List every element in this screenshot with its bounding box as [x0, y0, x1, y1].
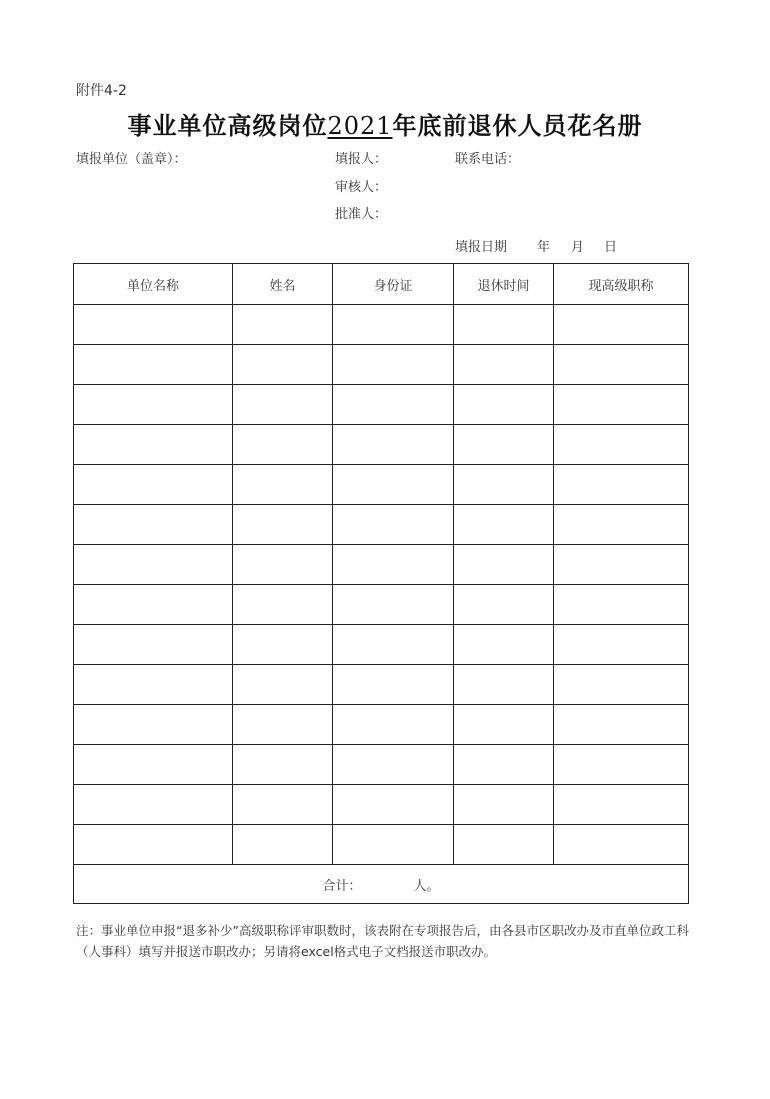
table-cell [233, 745, 333, 785]
table-cell [554, 305, 689, 345]
table-row [74, 785, 689, 825]
table-cell [74, 745, 233, 785]
table-cell [454, 665, 554, 705]
table-cell [333, 745, 454, 785]
table-row [74, 505, 689, 545]
table-cell [554, 425, 689, 465]
table-cell [554, 625, 689, 665]
table-row [74, 305, 689, 345]
table-cell [233, 345, 333, 385]
date-day-label: 日 [604, 240, 618, 255]
total-cell [74, 865, 689, 904]
table-cell [333, 825, 454, 865]
table-cell [74, 825, 233, 865]
total-text [322, 879, 439, 894]
table-cell [74, 625, 233, 665]
table-header-row [74, 264, 689, 305]
table-cell [333, 465, 454, 505]
table-cell [554, 785, 689, 825]
table-cell [74, 705, 233, 745]
table-cell [74, 465, 233, 505]
table-cell [454, 505, 554, 545]
table-cell [333, 505, 454, 545]
contact-phone-label: 联系电话： [455, 152, 521, 167]
table-cell [454, 825, 554, 865]
table-cell [554, 545, 689, 585]
total-unit: 人。 [413, 878, 440, 894]
date-year-label: 年 [537, 240, 551, 255]
table-cell [333, 625, 454, 665]
table-cell [74, 505, 233, 545]
table-cell [454, 545, 554, 585]
table-cell [454, 705, 554, 745]
table-cell [554, 745, 689, 785]
fill-date-label: 填报日期 [455, 240, 508, 255]
footnote: 注：事业单位申报“退多补少”高级职称评审职数时，该表附在专项报告后，由各县市区职改办及市直单位政工科（人事科）填写并报送市职改办；另请将excel格式电子文档报送市职改办。 [76, 923, 689, 959]
table-cell [554, 585, 689, 625]
table-cell [233, 545, 333, 585]
table-cell [333, 385, 454, 425]
table-cell [454, 305, 554, 345]
header-senior-title: 现高级职称 [554, 264, 689, 305]
table-cell [333, 705, 454, 745]
table-cell [454, 465, 554, 505]
header-retire-time: 退休时间 [454, 264, 554, 305]
table-cell [233, 465, 333, 505]
table-cell [333, 305, 454, 345]
table-row [74, 625, 689, 665]
table-cell [454, 625, 554, 665]
table-cell [333, 545, 454, 585]
table-cell [554, 345, 689, 385]
total-row [74, 865, 689, 904]
table-cell [233, 665, 333, 705]
unit-seal-label: 填报单位（盖章）： [76, 152, 187, 167]
table-cell [554, 505, 689, 545]
table-cell [333, 345, 454, 385]
table-cell [454, 425, 554, 465]
table-cell [333, 785, 454, 825]
table-cell [74, 305, 233, 345]
header-id-card: 身份证 [333, 264, 454, 305]
table-cell [233, 785, 333, 825]
table-cell [74, 345, 233, 385]
table-row [74, 385, 689, 425]
table-cell [454, 385, 554, 425]
table-cell [554, 705, 689, 745]
page-title [0, 106, 770, 141]
attachment-label: 附件4-2 [76, 83, 127, 99]
table-cell [333, 425, 454, 465]
table-cell [233, 305, 333, 345]
filler-label: 填报人： [335, 152, 388, 167]
header-name: 姓名 [233, 264, 333, 305]
table-cell [454, 785, 554, 825]
table-cell [233, 825, 333, 865]
table-cell [233, 505, 333, 545]
total-label: 合计： [322, 878, 362, 894]
table-cell [554, 665, 689, 705]
table-cell [74, 785, 233, 825]
table-row [74, 585, 689, 625]
table-cell [233, 425, 333, 465]
table-cell [454, 745, 554, 785]
table-row [74, 465, 689, 505]
table-row [74, 705, 689, 745]
table-cell [233, 385, 333, 425]
title-suffix: 年底前退休人员花名册 [392, 111, 643, 140]
approver-label: 批准人： [335, 207, 388, 222]
table-cell [454, 585, 554, 625]
table-cell [554, 385, 689, 425]
table-cell [333, 665, 454, 705]
table-cell [554, 465, 689, 505]
table-cell [233, 705, 333, 745]
table-cell [554, 825, 689, 865]
table-cell [74, 545, 233, 585]
table-cell [74, 585, 233, 625]
table-row [74, 665, 689, 705]
table-body [74, 305, 689, 865]
title-year: 2021 [327, 112, 393, 140]
table-cell [74, 665, 233, 705]
reviewer-label: 审核人： [335, 180, 388, 195]
table-cell [333, 585, 454, 625]
table-row [74, 745, 689, 785]
table-cell [233, 585, 333, 625]
table-row [74, 825, 689, 865]
table-row [74, 545, 689, 585]
title-prefix: 事业单位高级岗位 [127, 111, 328, 140]
date-month-label: 月 [571, 240, 585, 255]
table-cell [454, 345, 554, 385]
header-unit-name: 单位名称 [74, 264, 233, 305]
table-cell [74, 385, 233, 425]
table-row [74, 345, 689, 385]
table-cell [233, 625, 333, 665]
table-row [74, 425, 689, 465]
table-cell [74, 425, 233, 465]
roster-table [73, 263, 689, 904]
